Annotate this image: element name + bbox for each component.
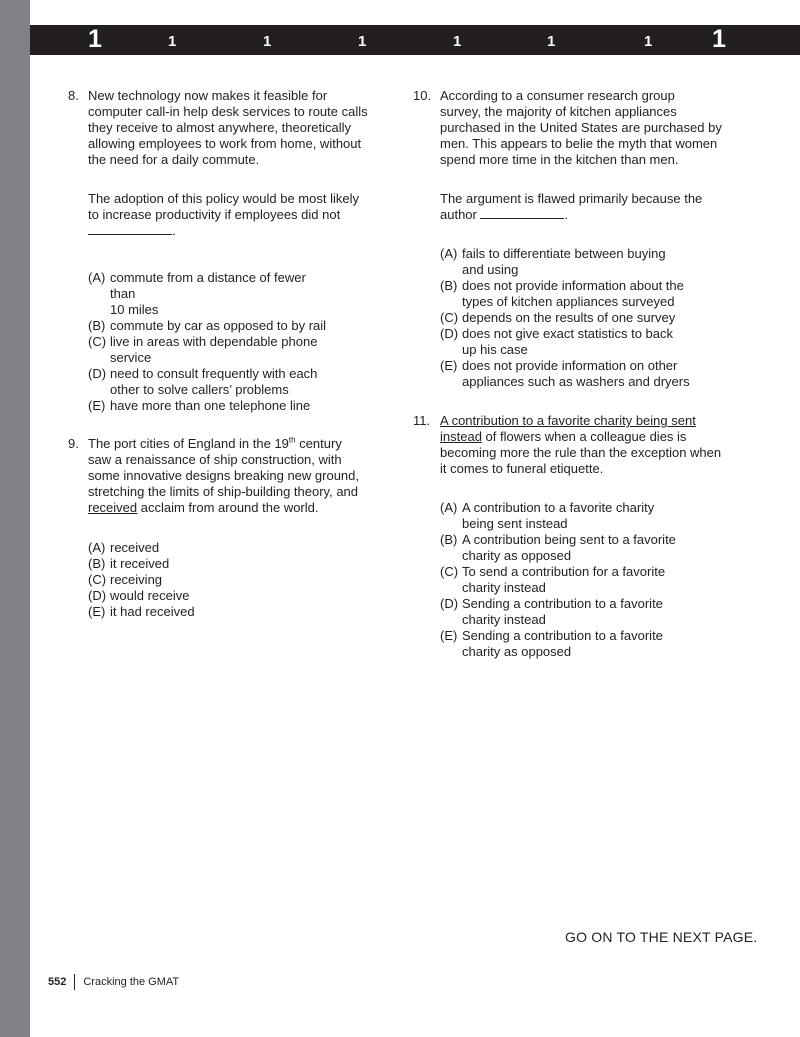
section-marker: 1 <box>358 33 367 50</box>
option-c[interactable] <box>440 564 676 596</box>
option-text: need to consult frequently with each <box>110 366 318 381</box>
stem-line: spend more time in the kitchen than men. <box>440 152 679 167</box>
option-label: (A) <box>440 246 458 261</box>
question-9-stem <box>88 436 359 516</box>
option-text: commute from a distance of fewer <box>110 270 306 285</box>
option-label: (A) <box>440 500 458 515</box>
option-label: (B) <box>440 278 458 293</box>
stem-line: men. This appears to belie the myth that women <box>440 136 718 151</box>
question-9-options <box>88 540 195 620</box>
option-label: (D) <box>440 326 459 341</box>
question-8-options <box>88 270 326 414</box>
option-text: does not give exact statistics to back <box>462 326 673 341</box>
option-text: other to solve callers’ problems <box>110 382 289 397</box>
answer-blank <box>480 207 564 219</box>
stem-line: allowing employees to work from home, without <box>88 136 362 151</box>
section-marker: 1 <box>644 33 653 50</box>
prompt-line: to increase productivity if employees did not <box>88 207 341 222</box>
option-d[interactable] <box>440 326 690 358</box>
section-marker: 1 <box>88 25 102 53</box>
option-label: (C) <box>440 310 459 325</box>
prompt-line: The adoption of this policy would be most likely <box>88 191 359 206</box>
section-header-bar <box>30 25 800 55</box>
option-text: 10 miles <box>110 302 159 317</box>
option-text: it had received <box>110 604 195 619</box>
option-text: live in areas with dependable phone <box>110 334 318 349</box>
underlined-portion: A contribution to a favorite charity being sent <box>440 413 696 428</box>
answer-blank <box>88 223 172 235</box>
option-text: than <box>110 286 136 301</box>
book-title: Cracking the GMAT <box>83 976 180 988</box>
stem-line: it comes to funeral etiquette. <box>440 461 604 476</box>
option-label: (A) <box>88 270 106 285</box>
option-text: does not provide information on other <box>462 358 678 373</box>
option-text: charity as opposed <box>462 644 572 659</box>
option-label: (E) <box>440 358 458 373</box>
stem-text: of flowers when a colleague dies is <box>481 429 687 444</box>
option-text: charity instead <box>462 580 546 595</box>
stem-line: stretching the limits of ship-building theory, and <box>88 484 359 499</box>
option-text: up his case <box>462 342 528 357</box>
option-b[interactable] <box>88 556 195 572</box>
section-marker: 1 <box>168 33 177 50</box>
option-text: and using <box>462 262 519 277</box>
option-label: (E) <box>88 604 106 619</box>
prompt-line: author <box>440 207 481 222</box>
stem-text: acclaim from around the world. <box>137 500 319 515</box>
option-c[interactable] <box>88 572 195 588</box>
question-11-stem <box>440 413 721 477</box>
option-label: (C) <box>88 572 107 587</box>
option-text: does not provide information about the <box>462 278 684 293</box>
option-a[interactable] <box>88 540 195 556</box>
option-text: service <box>110 350 152 365</box>
option-text: Sending a contribution to a favorite <box>462 628 663 643</box>
option-label: (C) <box>88 334 107 349</box>
option-label: (E) <box>88 398 106 413</box>
section-marker: 1 <box>712 25 726 53</box>
question-number: 10. <box>413 88 432 103</box>
option-text: receiving <box>110 572 163 587</box>
underlined-portion: instead <box>440 429 482 444</box>
question-number: 11. <box>413 413 431 428</box>
option-label: (A) <box>88 540 106 555</box>
question-number: 8. <box>68 88 79 103</box>
option-text: received <box>110 540 160 555</box>
option-b[interactable] <box>440 532 676 564</box>
prompt-end: . <box>564 207 569 222</box>
question-number: 9. <box>68 436 79 451</box>
option-text: appliances such as washers and dryers <box>462 374 690 389</box>
option-label: (B) <box>440 532 458 547</box>
option-text: depends on the results of one survey <box>462 310 676 325</box>
option-d[interactable] <box>88 588 195 604</box>
stem-line: becoming more the rule than the exception when <box>440 445 722 460</box>
option-label: (E) <box>440 628 458 643</box>
option-label: (D) <box>440 596 459 611</box>
prompt-end: . <box>172 223 176 238</box>
section-marker: 1 <box>263 33 272 50</box>
option-text: types of kitchen appliances surveyed <box>462 294 675 309</box>
go-on-notice: GO ON TO THE NEXT PAGE. <box>565 929 758 945</box>
option-label: (B) <box>88 318 106 333</box>
option-c[interactable] <box>88 334 326 366</box>
option-e[interactable] <box>440 628 676 660</box>
option-label: (D) <box>88 588 107 603</box>
prompt-line: The argument is flawed primarily because the <box>440 191 703 206</box>
option-text: Sending a contribution to a favorite <box>462 596 663 611</box>
underlined-portion: received <box>88 500 138 515</box>
page-footer <box>48 974 179 990</box>
option-label: (C) <box>440 564 459 579</box>
stem-line: survey, the majority of kitchen appliances <box>440 104 677 119</box>
option-text: A contribution being sent to a favorite <box>462 532 676 547</box>
section-marker: 1 <box>547 33 556 50</box>
option-e[interactable] <box>440 358 690 390</box>
stem-line: saw a renaissance of ship construction, with <box>88 452 342 467</box>
option-a[interactable] <box>88 270 326 318</box>
option-text: commute by car as opposed to by rail <box>110 318 327 333</box>
stem-text: century <box>295 436 342 451</box>
stem-line: New technology now makes it feasible for <box>88 88 328 103</box>
option-text: charity instead <box>462 612 546 627</box>
option-d[interactable] <box>88 366 326 398</box>
question-8-stem <box>88 88 368 168</box>
section-marker: 1 <box>453 33 462 50</box>
option-text: To send a contribution for a favorite <box>462 564 666 579</box>
question-8-prompt <box>88 191 359 239</box>
option-label: (D) <box>88 366 107 381</box>
question-10-options <box>440 246 690 390</box>
option-e[interactable] <box>88 604 195 620</box>
option-a[interactable] <box>440 246 690 278</box>
option-label: (B) <box>88 556 106 571</box>
stem-line: some innovative designs breaking new ground, <box>88 468 360 483</box>
stem-text: The port cities of England in the 19 <box>88 436 289 451</box>
page-edge-bar <box>0 0 30 1037</box>
question-11-options <box>440 500 676 660</box>
option-text: A contribution to a favorite charity <box>462 500 655 515</box>
option-text: fails to differentiate between buying <box>462 246 666 261</box>
stem-line: According to a consumer research group <box>440 88 675 103</box>
page-number: 552 <box>48 976 67 988</box>
option-c[interactable] <box>440 310 690 326</box>
question-10-prompt <box>440 191 702 223</box>
option-text: it received <box>110 556 170 571</box>
option-e[interactable] <box>88 398 326 414</box>
stem-line: purchased in the United States are purchased by <box>440 120 722 135</box>
option-d[interactable] <box>440 596 676 628</box>
option-text: would receive <box>110 588 190 603</box>
option-a[interactable] <box>440 500 676 532</box>
footer-divider <box>74 974 75 990</box>
stem-line: computer call-in help desk services to route calls <box>88 104 368 119</box>
option-b[interactable] <box>88 318 326 334</box>
question-10-stem <box>440 88 722 168</box>
stem-line: the need for a daily commute. <box>88 152 260 167</box>
option-text: being sent instead <box>462 516 568 531</box>
option-text: charity as opposed <box>462 548 572 563</box>
option-b[interactable] <box>440 278 690 310</box>
superscript: th <box>288 435 296 445</box>
stem-line: they receive to almost anywhere, theoretically <box>88 120 352 135</box>
option-text: have more than one telephone line <box>110 398 311 413</box>
